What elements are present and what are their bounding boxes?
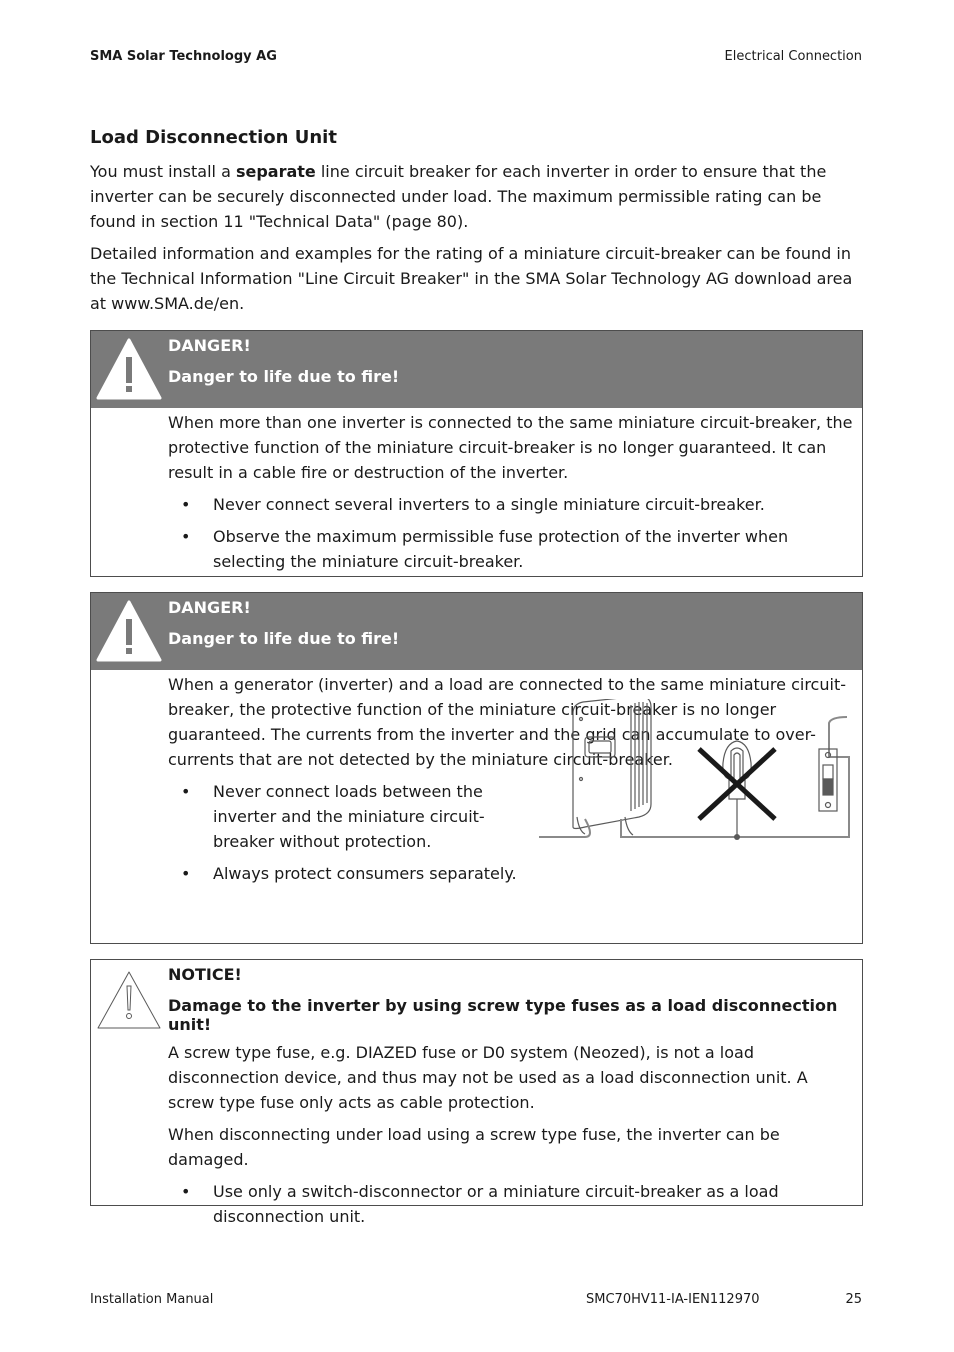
danger-header-2 — [91, 593, 862, 670]
bullet-text: Never connect loads between the inverter and the miniature circuit-breaker without protection. — [213, 782, 485, 851]
list-item: • Observe the maximum permissible fuse protection of the inverter when selecting the miniature circuit-breaker. — [181, 527, 789, 571]
danger-bullets-2 — [168, 779, 528, 886]
footer-doc-code: SMC70HV11-IA-IEN112970 — [586, 1292, 760, 1307]
notice-title: Damage to the inverter by using screw type fuses as a load disconnection unit! — [168, 996, 838, 1034]
notice-bullets — [168, 1179, 854, 1229]
list-item: • Never connect several inverters to a single miniature circuit-breaker. — [181, 495, 765, 514]
header-company: SMA Solar Technology AG — [90, 49, 277, 64]
bullet-text: Always protect consumers separately. — [213, 864, 517, 883]
danger-body-1 — [91, 408, 862, 584]
danger-label-2: DANGER! — [168, 598, 251, 617]
danger-text-1: When more than one inverter is connected to the same miniature circuit-breaker, the protective function of the miniature circuit-breaker is no longer guaranteed. It can result in a cable fire or destruction of the inverter. — [168, 413, 853, 482]
cable-out — [621, 757, 849, 837]
bullet-text: Observe the maximum permissible fuse protection of the inverter when selecting the miniature circuit-breaker. — [213, 527, 789, 571]
danger-title-2: Danger to life due to fire! — [168, 629, 400, 648]
notice-triangle-icon — [96, 966, 162, 1030]
danger-title-1: Danger to life due to fire! — [168, 367, 400, 386]
warning-triangle-icon — [96, 337, 162, 401]
list-item: • Use only a switch-disconnector or a miniature circuit-breaker as a load disconnection unit. — [181, 1182, 779, 1226]
section-title: Load Disconnection Unit — [90, 127, 337, 148]
list-item: • Never connect loads between the inverter and the miniature circuit-breaker without protection. — [181, 782, 485, 851]
bullet-text: Use only a switch-disconnector or a miniature circuit-breaker as a load disconnection unit. — [213, 1182, 779, 1226]
header-chapter: Electrical Connection — [724, 49, 862, 64]
notice-box — [90, 959, 863, 1226]
footer-page-number: 25 — [845, 1292, 862, 1307]
bullet-text: Never connect several inverters to a single miniature circuit-breaker. — [213, 495, 765, 514]
cable-grid — [829, 717, 847, 757]
warning-triangle-icon — [96, 599, 162, 663]
detail-paragraph: Detailed information and examples for the rating of a miniature circuit-breaker can be found in the Technical Information "Line Circuit Breaker" in the SMA Solar Technology AG download area at www.SMA.de/en. — [90, 244, 853, 313]
wiring-diagram-image — [539, 699, 859, 859]
danger-bullets-1 — [168, 492, 854, 574]
danger-box-1 — [90, 330, 863, 577]
danger-header-1 — [91, 331, 862, 408]
intro-pre: You must install a — [90, 162, 236, 181]
inverter-image — [573, 699, 651, 835]
lamp-image — [723, 741, 751, 837]
footer-manual: Installation Manual — [90, 1292, 214, 1307]
intro-bold: separate — [235, 162, 316, 181]
intro-post: line circuit breaker for each inverter in order to ensure that the inverter can be securely disconnected under load. The maximum permissible rating can be found in section 11 "Technical Data" (page 80). — [90, 162, 827, 231]
junction-dot — [734, 834, 740, 840]
intro-paragraph — [90, 159, 865, 234]
notice-label: NOTICE! — [168, 965, 242, 984]
danger-box-2 — [90, 592, 863, 944]
notice-body — [91, 1037, 862, 1239]
notice-text-1: A screw type fuse, e.g. DIAZED fuse or D0 system (Neozed), is not a load disconnection device, and thus may not be used as a load disconnection unit. A screw type fuse only acts as cable protection. — [168, 1043, 808, 1112]
list-item: • Always protect consumers separately. — [181, 864, 517, 883]
danger-label-1: DANGER! — [168, 336, 251, 355]
danger-text-2: When a generator (inverter) and a load are connected to the same miniature circuit-breaker, the protective function of the miniature circuit-breaker is no longer guaranteed. The currents from the inverter and the grid can accumulate to over-currents that are not detected by the miniature circuit-breaker. — [168, 675, 846, 769]
circuit-breaker-image — [819, 749, 837, 811]
notice-header — [91, 960, 862, 1037]
notice-text-2: When disconnecting under load using a screw type fuse, the inverter can be damaged. — [168, 1125, 780, 1169]
